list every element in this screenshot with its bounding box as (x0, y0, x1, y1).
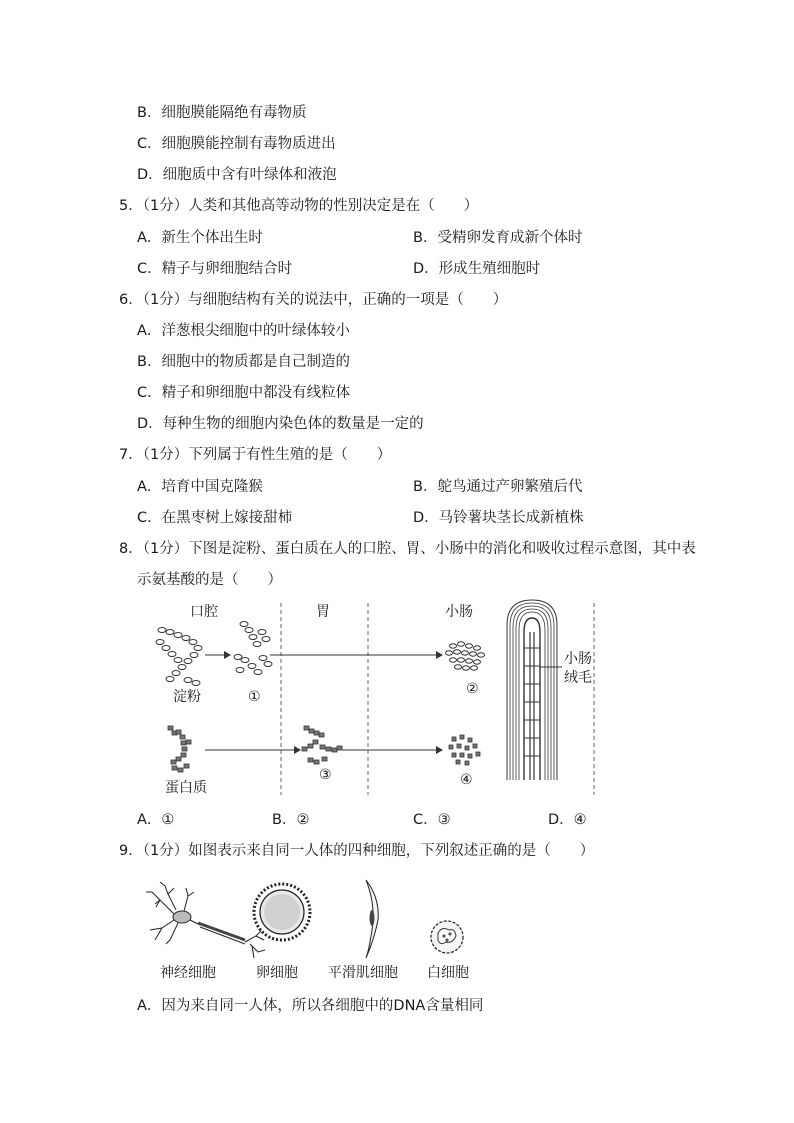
egg-cell-drawing (254, 884, 310, 940)
label-small-intestine: 小肠 (445, 604, 473, 620)
label-starch: 淀粉 (173, 689, 201, 705)
q7-stem: 7．（1分）下列属于有性生殖的是（ ） (119, 447, 392, 463)
q5-stem: 5．（1分）人类和其他高等动物的性别决定是在（ ） (119, 198, 479, 214)
q5-option-a: A．新生个体出生时 (137, 230, 263, 246)
q8-stem-line1: 8．（1分）下图是淀粉、蛋白质在人的口腔、胃、小肠中的消化和吸收过程示意图，其中表 (119, 541, 696, 557)
q8-option-d: D．④ (548, 812, 587, 828)
label-white-blood-cell: 白细胞 (427, 965, 469, 981)
q6-option-c: C．精子和卵细胞中都没有线粒体 (137, 385, 351, 401)
q5-option-c: C．精子与卵细胞结合时 (137, 261, 293, 277)
q6-option-b: B．细胞中的物质都是自己制造的 (137, 354, 350, 370)
label-num-2: ② (466, 681, 479, 697)
label-stomach: 胃 (316, 604, 330, 620)
smooth-muscle-cell-drawing (366, 880, 378, 958)
nerve-cell-drawing (146, 882, 265, 958)
label-num-3: ③ (319, 767, 332, 783)
q6-option-a: A．洋葱根尖细胞中的叶绿体较小 (137, 323, 350, 339)
q9-stem: 9．（1分）如图表示来自同一人体的四种细胞，下列叙述正确的是（ ） (119, 843, 595, 859)
label-smooth-muscle-cell: 平滑肌细胞 (328, 965, 398, 981)
q6-stem: 6．（1分）与细胞结构有关的说法中，正确的一项是（ ） (119, 292, 508, 308)
q4-option-c: C．细胞膜能控制有毒物质进出 (137, 136, 336, 152)
q8-stem-line2: 示氨基酸的是（ ） (137, 572, 282, 588)
label-nerve-cell: 神经细胞 (160, 965, 216, 981)
label-mouth: 口腔 (190, 604, 218, 620)
q7-option-d: D．马铃薯块茎长成新植株 (413, 510, 584, 526)
q5-option-d: D．形成生殖细胞时 (413, 261, 541, 277)
label-num-1: ① (248, 689, 261, 705)
q7-option-b: B．鸵鸟通过产卵繁殖后代 (413, 479, 583, 495)
label-villus-line1: 小肠 (564, 651, 592, 667)
label-num-4: ④ (460, 772, 473, 788)
q8-option-a: A．① (137, 812, 175, 828)
q6-option-d: D．每种生物的细胞内染色体的数量是一定的 (137, 416, 424, 432)
q4-option-b: B．细胞膜能隔绝有毒物质 (137, 105, 307, 121)
q5-option-b: B．受精卵发育成新个体时 (413, 230, 583, 246)
q8-option-c: C．③ (413, 812, 451, 828)
q8-option-b: B．② (272, 812, 310, 828)
label-villus-line2: 绒毛 (564, 670, 592, 686)
q9-option-a: A．因为来自同一人体，所以各细胞中的DNA含量相同 (137, 998, 484, 1014)
label-egg-cell: 卵细胞 (256, 965, 298, 981)
label-protein: 蛋白质 (165, 780, 207, 796)
q7-option-a: A．培育中国克隆猴 (137, 479, 263, 495)
white-blood-cell-drawing (431, 921, 463, 953)
q4-option-d: D．细胞质中含有叶绿体和液泡 (137, 167, 337, 183)
q7-option-c: C．在黑枣树上嫁接甜柿 (137, 510, 293, 526)
